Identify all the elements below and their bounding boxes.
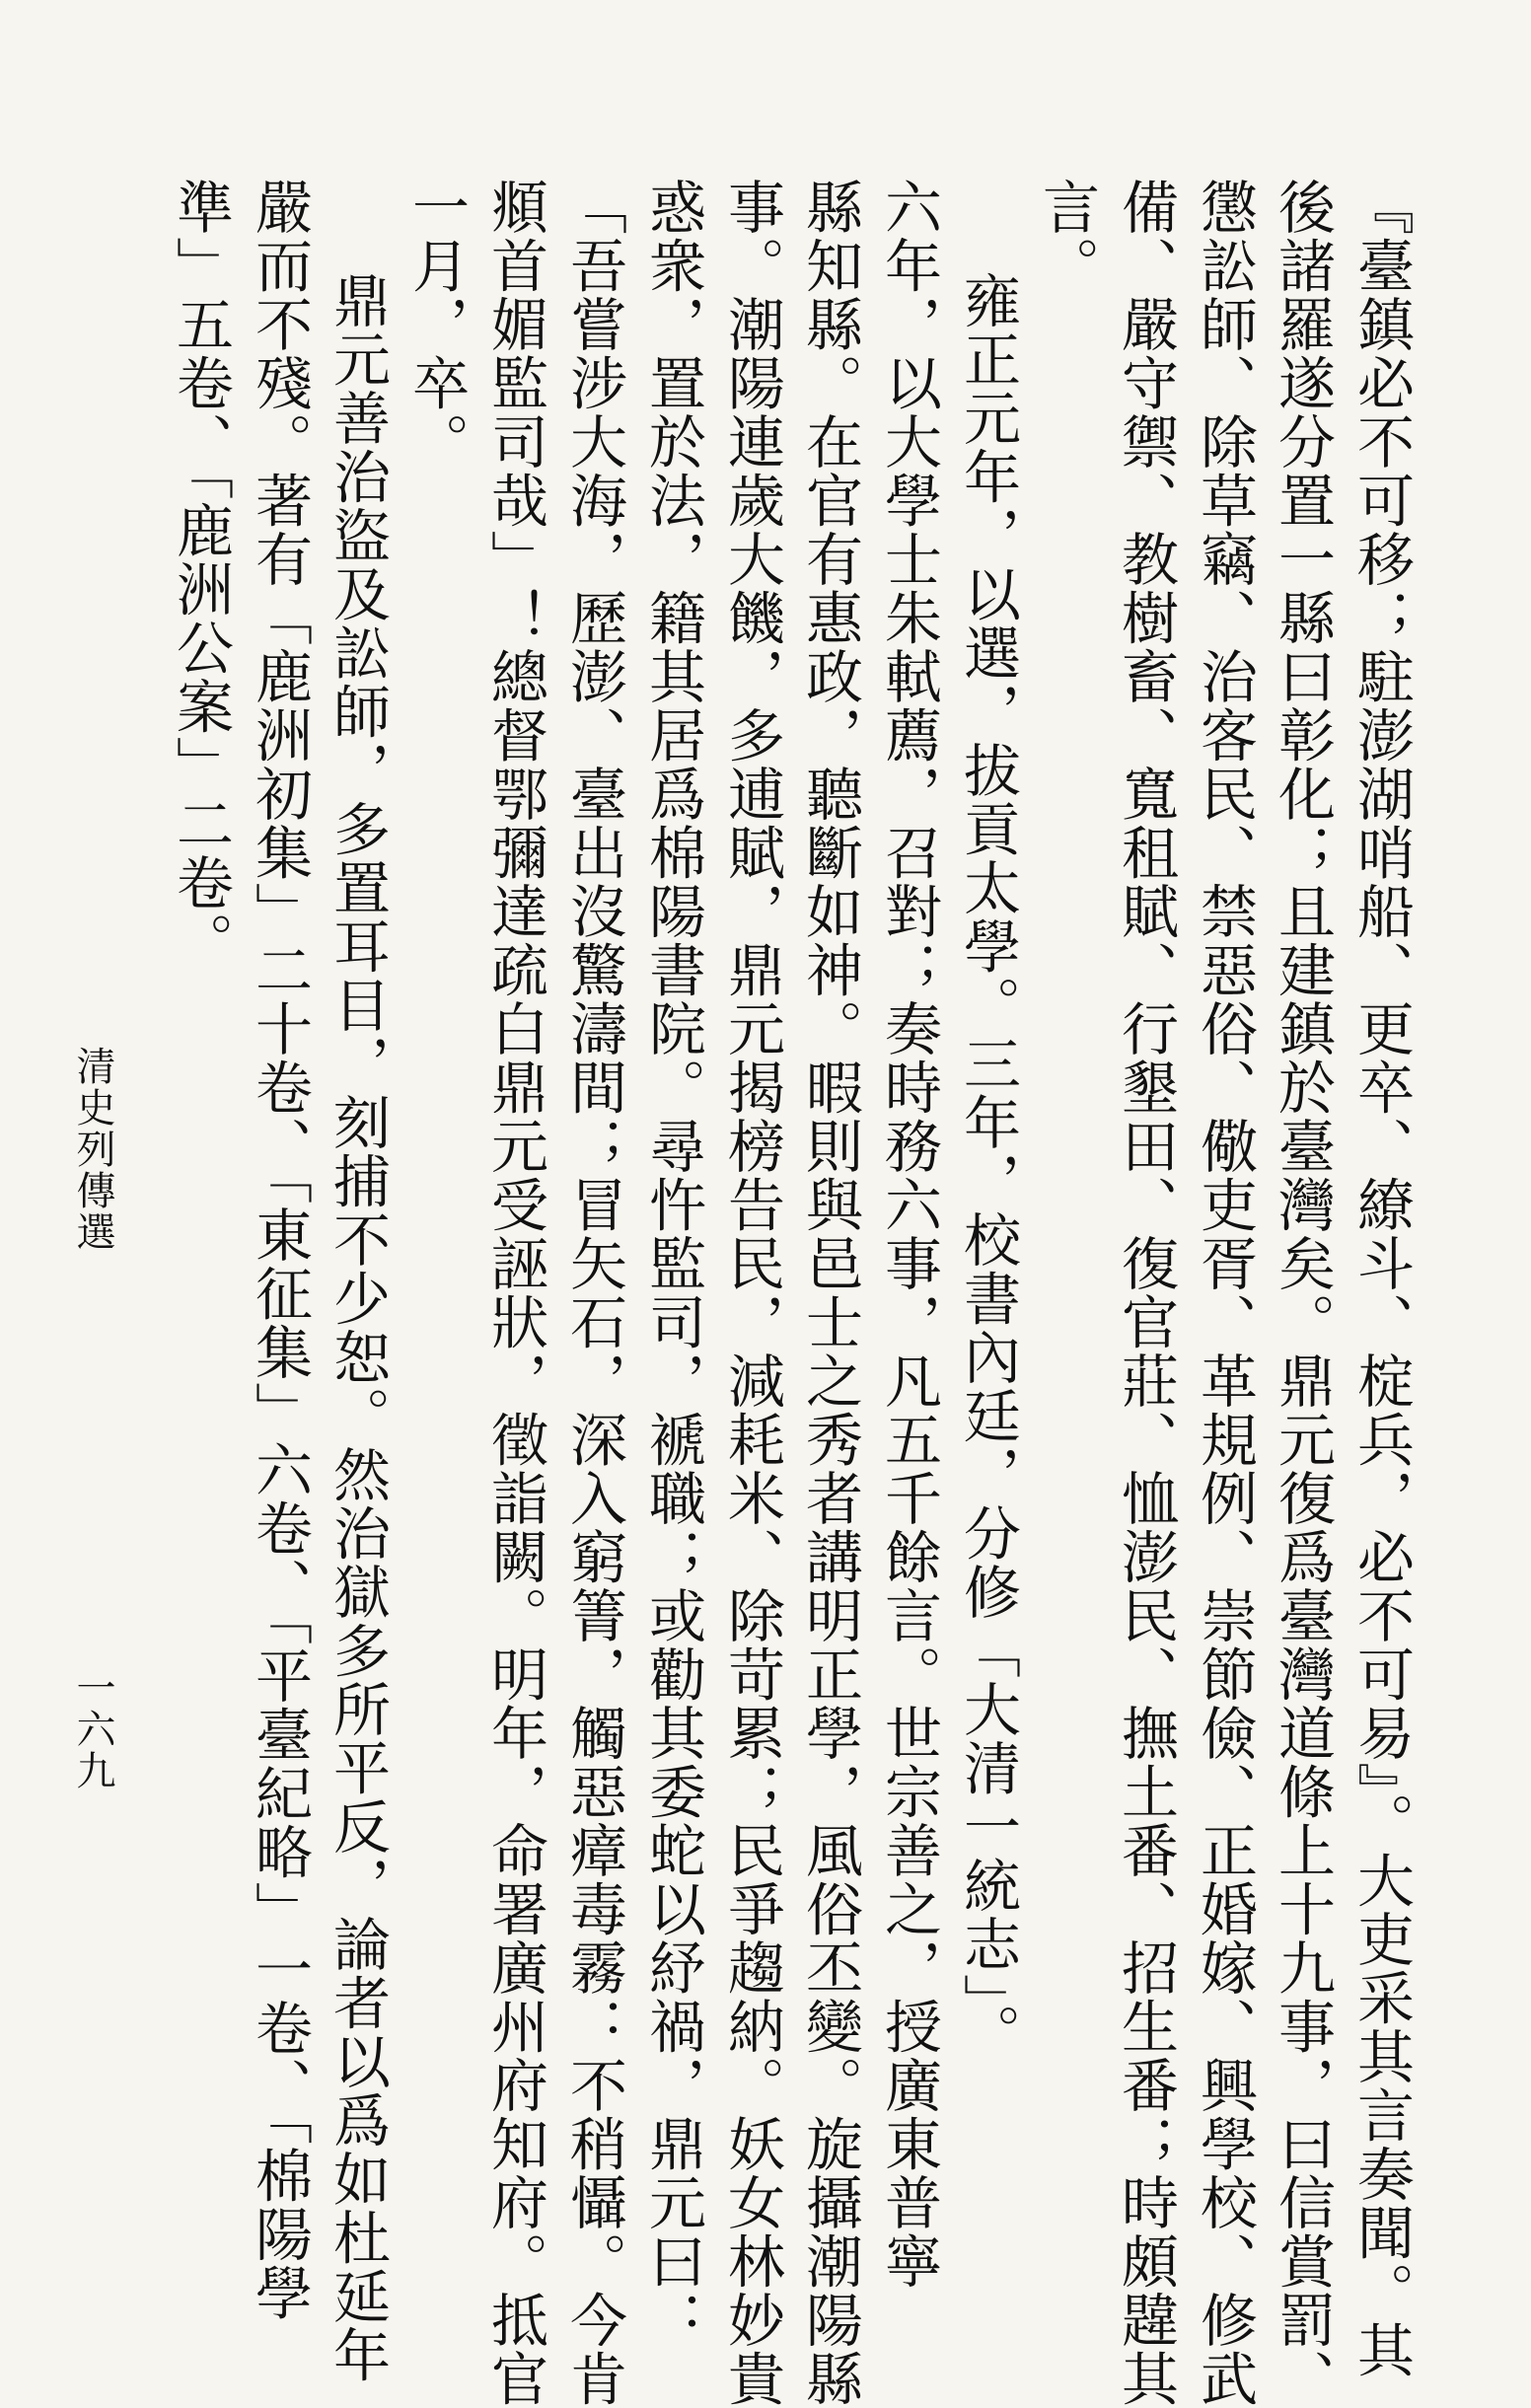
text-column-15: 嚴而不殘。著有「鹿洲初集」二十卷、「東征集」六卷、「平臺紀略」一卷、「棉陽學 — [246, 178, 313, 2322]
text-column-4: 備、嚴守禦、教樹畜、寬租賦、行墾田、復官莊、恤澎民、撫土番、招生番；時頗韙其 — [1112, 178, 1179, 2408]
text-column-1: 『臺鎮必不可移；駐澎湖哨船、更卒、繚斗、椗兵，必不可易』。大吏采其言奏聞。其 — [1348, 178, 1415, 2379]
text-column-10: 惑衆，置於法，籍其居爲棉陽書院。尋忤監司，褫職；或勸其委蛇以紓禍，鼎元曰： — [639, 178, 706, 2350]
text-column-2: 後諸羅遂分置一縣曰彰化；且建鎮於臺灣矣。鼎元復爲臺灣道條上十九事，曰信賞罰、 — [1269, 178, 1336, 2408]
text-column-6: 雍正元年，以選，拔貢太學。三年，校書內廷，分修「大清一統志」。 — [954, 271, 1021, 2063]
text-column-8: 縣知縣。在官有惠政，聽斷如神。暇則與邑士之秀者講明正學，風俗丕變。旋攝潮陽縣 — [796, 178, 863, 2408]
text-column-14: 鼎元善治盜及訟師，多置耳目，刻捕不少恕。然治獄多所平反，論者以爲如杜延年 — [324, 271, 391, 2384]
text-column-9: 事。潮陽連歲大饑，多逋賦，鼎元揭榜告民，減耗米、除苛累；民爭趨納。妖女林妙貴 — [718, 178, 785, 2408]
text-column-12: 頫首媚監司哉」！總督鄂彌達疏白鼎元受誣狀，徵詣闕。明年，命署廣州府知府。抵官 — [481, 178, 548, 2408]
text-column-7: 六年，以大學士朱軾薦，召對；奏時務六事，凡五千餘言。世宗善之，授廣東普寧 — [875, 178, 942, 2291]
text-column-16: 準」五卷、「鹿洲公案」二卷。 — [167, 178, 234, 971]
text-column-5: 言。 — [1033, 178, 1100, 295]
text-column-3: 懲訟師、除草竊、治客民、禁惡俗、儆吏胥、革規例、崇節儉、正婚嫁、興學校、修武 — [1191, 178, 1258, 2408]
text-column-13: 一月，卒。 — [402, 178, 470, 472]
text-column-11: 「吾嘗涉大海，歷澎、臺出沒驚濤間；冒矢石，深入窮箐，觸惡瘴毒霧：不稍懾。今肯 — [560, 178, 627, 2408]
page-number: 一六九 — [70, 1667, 115, 1791]
running-title: 清史列傳選 — [70, 1046, 115, 1253]
